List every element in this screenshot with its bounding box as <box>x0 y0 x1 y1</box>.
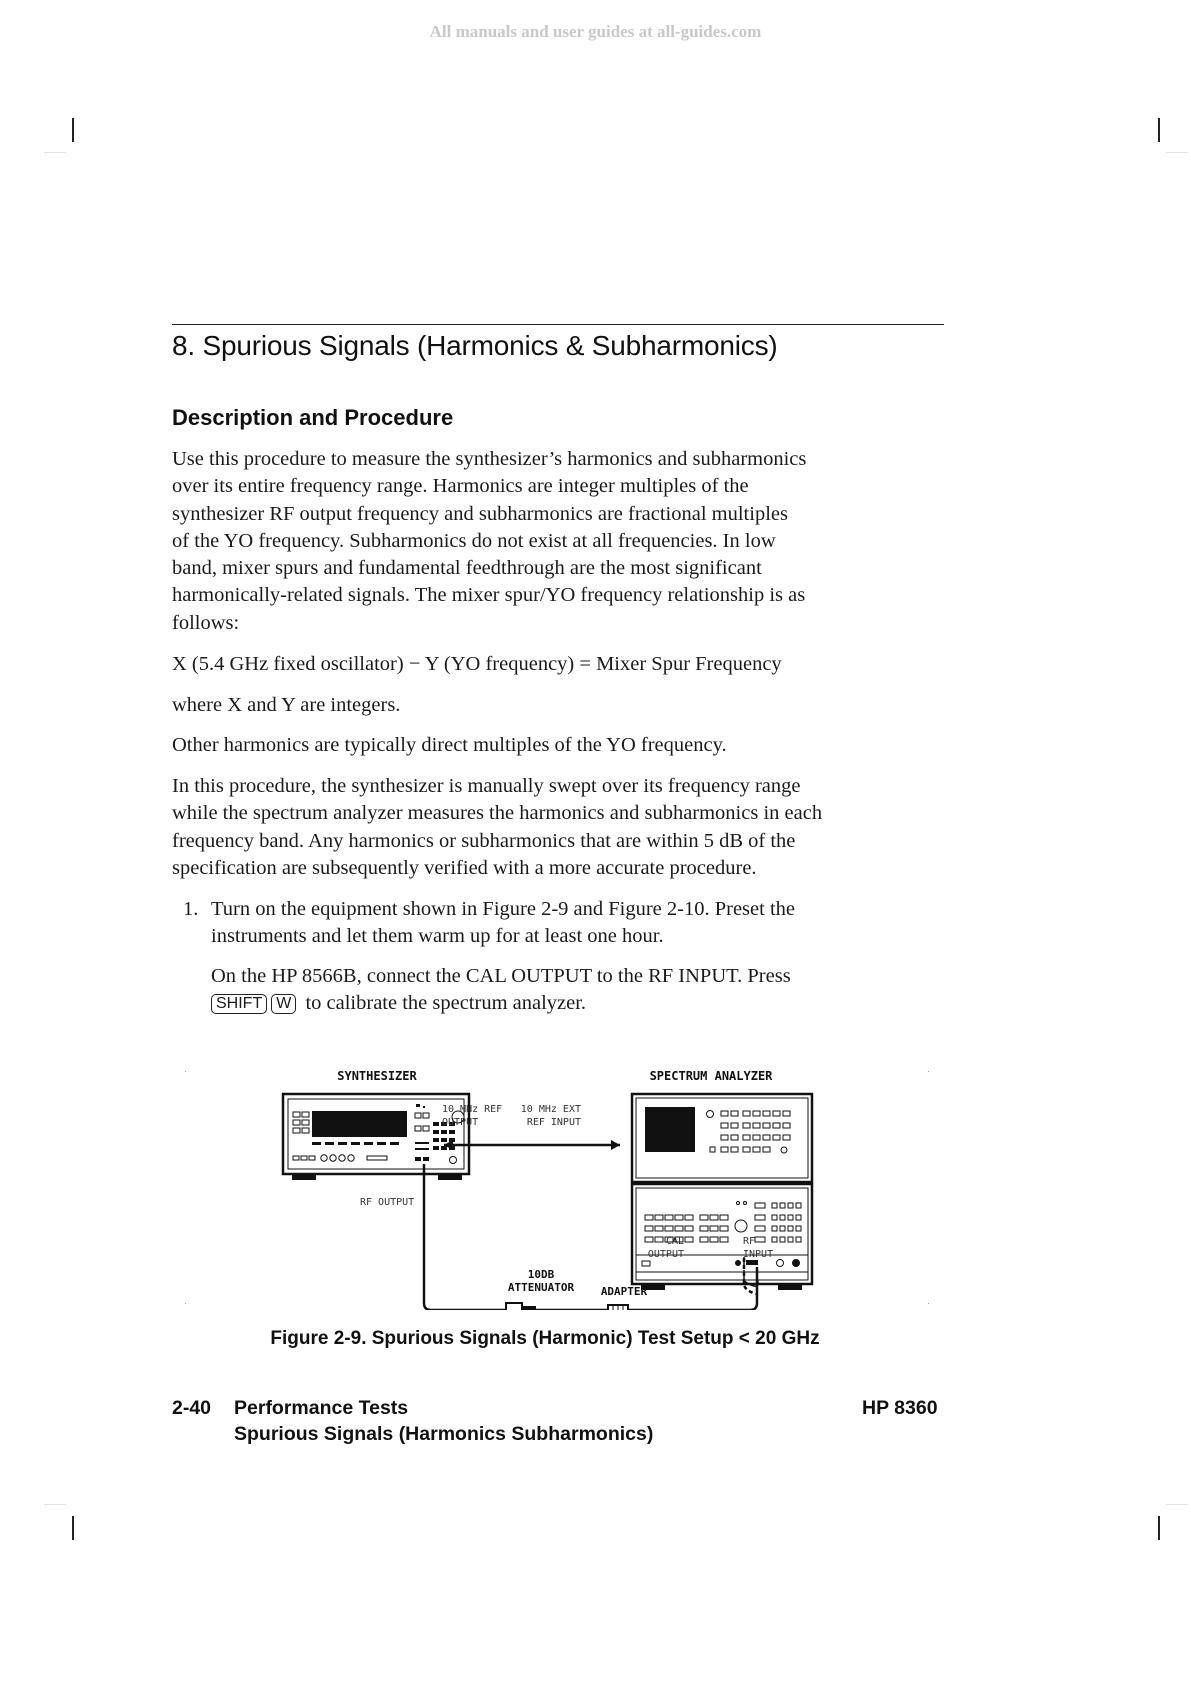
crop-mark-top-left <box>72 118 74 142</box>
w-key: W <box>271 994 296 1014</box>
text-line-rest: to calibrate the spectrum analyzer. <box>305 992 587 1015</box>
text-line: where X and Y are integers. <box>172 694 401 716</box>
section-title: 8. Spurious Signals (Harmonics & Subharmonics) <box>172 330 778 361</box>
paragraph-intro <box>172 446 806 637</box>
text-line: of the YO frequency. Subharmonics do not exist at all frequencies. In low <box>172 529 776 552</box>
text-line: harmonically-related signals. The mixer spur/YO frequency relationship is as <box>172 584 806 607</box>
text-line: frequency band. Any harmonics or subharmonics that are within 5 dB of the <box>172 829 796 852</box>
subsection-title: Description and Procedure <box>172 405 454 430</box>
text-line: follows: <box>172 611 240 634</box>
text-line: Other harmonics are typically direct multiples of the YO frequency. <box>172 734 727 756</box>
crop-mark-top-left-h <box>44 152 66 153</box>
footer-chapter: Performance Tests <box>234 1397 409 1419</box>
text-line <box>211 990 791 1017</box>
section-rule <box>172 324 944 325</box>
step-1-text <box>211 896 795 951</box>
crop-mark-bottom-left-h <box>44 1504 66 1505</box>
text-line: synthesizer RF output frequency and subharmonics are fractional multiples <box>172 502 788 525</box>
test-setup-figure <box>180 1060 940 1310</box>
text-line: over its entire frequency range. Harmonics are integer multiples of the <box>172 475 749 498</box>
rf-input-label-1: RF <box>743 1236 756 1247</box>
ref-output-label-1: 10 MHz REF <box>442 1104 503 1115</box>
page-number: 2-40 <box>172 1397 212 1419</box>
ext-ref-label-1: 10 MHz EXT <box>520 1104 581 1115</box>
step-number: 1. <box>183 898 199 920</box>
adapter-label: ADAPTER <box>600 1285 648 1298</box>
rf-cable <box>424 1164 506 1310</box>
ext-ref-label-2: REF INPUT <box>526 1117 581 1128</box>
footer-page-chapter <box>172 1397 408 1420</box>
text-line: On the HP 8566B, connect the CAL OUTPUT to the RF INPUT. Press <box>211 965 791 987</box>
figure-caption: Figure 2-9. Spurious Signals (Harmonic) Test Setup < 20 GHz <box>270 1328 820 1349</box>
text-line: band, mixer spurs and fundamental feedthrough are the most significant <box>172 557 762 580</box>
cal-output-label-2: OUTPUT <box>647 1249 684 1260</box>
text-line: instruments and let them warm up for at least one hour. <box>211 925 664 948</box>
footer-section: Spurious Signals (Harmonics Subharmonics) <box>234 1423 654 1445</box>
rf-input-label-2: INPUT <box>743 1249 774 1260</box>
shift-key: SHIFT <box>211 994 267 1014</box>
paragraph-procedure <box>172 773 822 882</box>
text-line: specification are subsequently verified with a more accurate procedure. <box>172 856 757 879</box>
step-1-calibration <box>211 963 791 1018</box>
paragraph-other-harmonics <box>172 732 727 759</box>
cal-output-label-1: CAL <box>665 1236 684 1247</box>
ref-output-label-2: OUTPUT <box>442 1117 479 1128</box>
attenuator-label-2: ATTENUATOR <box>507 1281 575 1294</box>
text-line: Use this procedure to measure the synthesizer’s harmonics and subharmonics <box>172 448 807 470</box>
spectrum-analyzer-label: SPECTRUM ANALYZER <box>649 1069 773 1083</box>
spectrum-analyzer-instrument <box>632 1094 812 1290</box>
crop-mark-top-right <box>1158 118 1160 142</box>
footer-model: HP 8360 <box>862 1397 938 1419</box>
text-line: Turn on the equipment shown in Figure 2-9 and Figure 2-10. Preset the <box>211 898 795 920</box>
text-line: X (5.4 GHz fixed oscillator) − Y (YO frequency) = Mixer Spur Frequency <box>172 653 782 675</box>
crop-mark-bottom-left <box>72 1516 74 1540</box>
crop-mark-bottom-right <box>1158 1516 1160 1540</box>
crop-mark-top-right-h <box>1166 152 1188 153</box>
paragraph-equation <box>172 651 782 678</box>
crop-mark-bottom-right-h <box>1166 1504 1188 1505</box>
rf-output-label: RF OUTPUT <box>360 1197 415 1208</box>
text-line: In this procedure, the synthesizer is manually swept over its frequency range <box>172 775 801 797</box>
attenuator <box>506 1303 522 1310</box>
attenuator-label-1: 10DB <box>527 1268 555 1281</box>
watermark: All manuals and user guides at all-guides.com <box>429 22 762 41</box>
text-line: while the spectrum analyzer measures the harmonics and subharmonics in each <box>172 802 823 825</box>
synthesizer-label: SYNTHESIZER <box>337 1069 417 1083</box>
paragraph-integers <box>172 692 400 719</box>
